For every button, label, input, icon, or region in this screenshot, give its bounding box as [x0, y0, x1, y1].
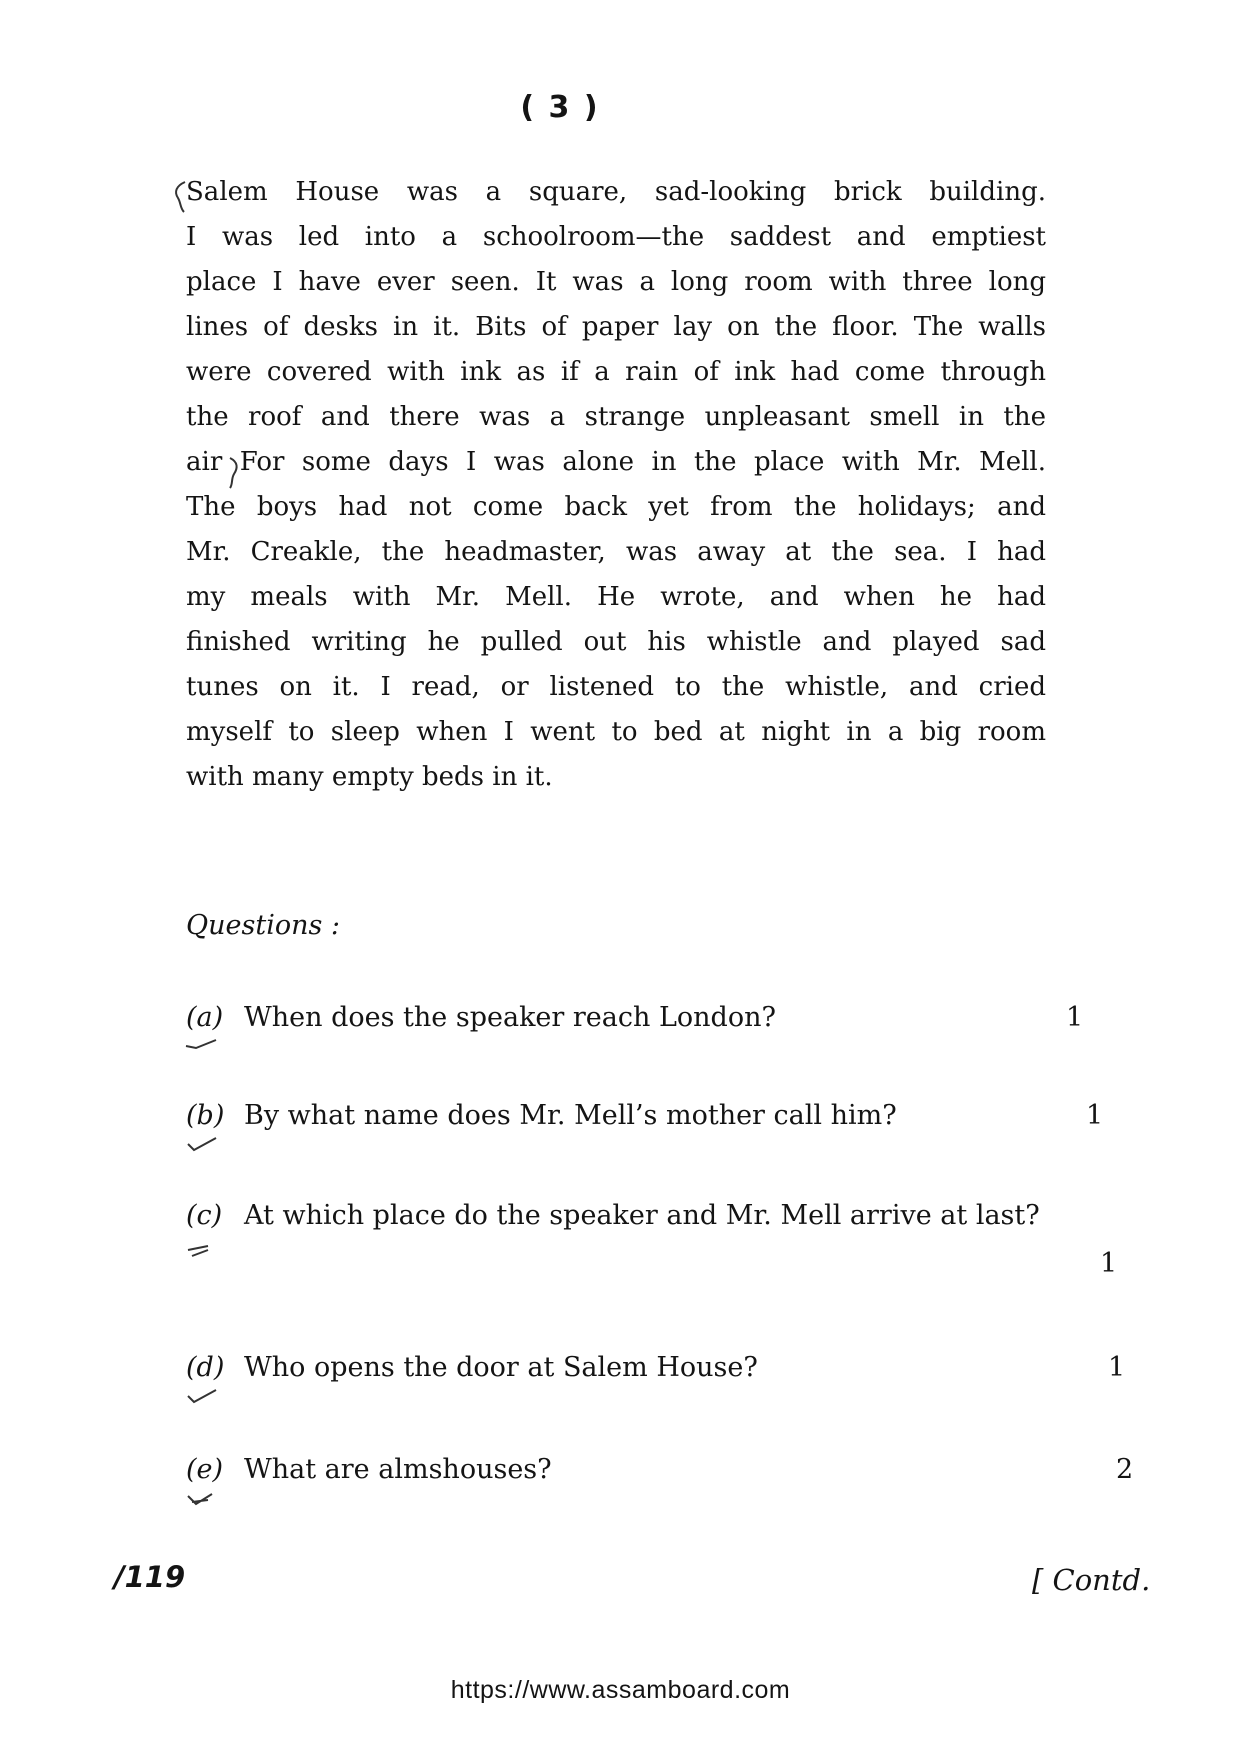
tick-mark-icon [182, 1386, 222, 1406]
question-label: (b) [186, 1100, 225, 1131]
question-marks: 1 [1100, 1248, 1118, 1279]
bracket-open-mark [172, 178, 188, 218]
passage-line: with many empty beds in it. [186, 762, 553, 792]
passage-line: I was led into a schoolroom—the saddest and emptiest [186, 222, 1046, 252]
passage [186, 170, 1046, 800]
page-number: ( 3 ) [520, 90, 600, 125]
paper-code: /119 [114, 1560, 186, 1594]
passage-line: lines of desks in it. Bits of paper lay on the floor. The walls [186, 312, 1046, 342]
questions-heading: Questions : [186, 910, 341, 941]
question-text: What are almshouses? [244, 1454, 552, 1485]
question-marks: 1 [1108, 1352, 1126, 1383]
question-text: Who opens the door at Salem House? [244, 1352, 758, 1383]
passage-line: air For some days I was alone in the place with Mr. Mell. [186, 447, 1046, 477]
question-label: (a) [186, 1002, 224, 1033]
passage-line: myself to sleep when I went to bed at night in a big room [186, 717, 1046, 747]
passage-line: were covered with ink as if a rain of ink had come through [186, 357, 1046, 387]
passage-line: Mr. Creakle, the headmaster, was away at the sea. I had [186, 537, 1046, 567]
passage-line: The boys had not come back yet from the holidays; and [186, 492, 1046, 522]
tick-mark-icon [182, 1242, 222, 1262]
question-label: (d) [186, 1352, 225, 1383]
tick-mark-icon [182, 1134, 222, 1154]
passage-line: my meals with Mr. Mell. He wrote, and when he had [186, 582, 1046, 612]
passage-line: the roof and there was a strange unpleasant smell in the [186, 402, 1046, 432]
passage-line: tunes on it. I read, or listened to the whistle, and cried [186, 672, 1046, 702]
bracket-close-mark [226, 452, 242, 492]
question-text: At which place do the speaker and Mr. Mell arrive at last? [244, 1200, 1040, 1231]
question-text: By what name does Mr. Mell’s mother call him? [244, 1100, 897, 1131]
contd-label: [ Contd. [1032, 1563, 1151, 1597]
passage-line: Salem House was a square, sad-looking brick building. [186, 177, 1046, 207]
passage-line: finished writing he pulled out his whistle and played sad [186, 627, 1046, 657]
tick-mark-icon [182, 1488, 222, 1508]
question-marks: 1 [1086, 1100, 1104, 1131]
question-label: (c) [186, 1200, 223, 1231]
question-marks: 2 [1116, 1454, 1134, 1485]
tick-mark-icon [182, 1034, 222, 1054]
question-text: When does the speaker reach London? [244, 1002, 776, 1033]
passage-line: place I have ever seen. It was a long room with three long [186, 267, 1046, 297]
source-url[interactable]: https://www.assamboard.com [450, 1676, 791, 1704]
question-label: (e) [186, 1454, 224, 1485]
question-marks: 1 [1066, 1002, 1084, 1033]
